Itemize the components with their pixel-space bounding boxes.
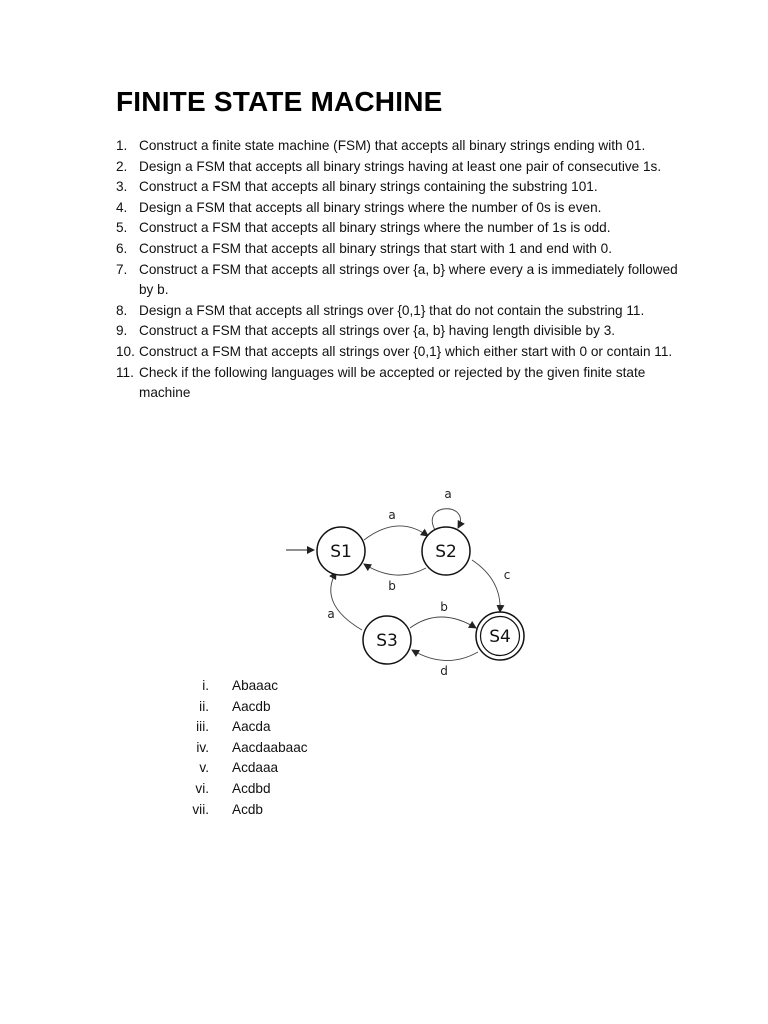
question-number: 6. xyxy=(116,240,128,256)
test-string-number: vii. xyxy=(192,801,209,817)
question-list xyxy=(116,136,678,404)
question-item xyxy=(116,136,678,157)
question-text: Construct a FSM that accepts all strings over {a, b} having length divisible by 3. xyxy=(139,323,616,339)
question-text: Construct a FSM that accepts all strings over {0,1} which either start with 0 or contain 11. xyxy=(139,343,673,359)
edge-label-s3-s4: b xyxy=(440,600,448,614)
question-item xyxy=(116,363,678,404)
test-string-text: Aacdaabaac xyxy=(232,739,308,755)
question-text: Design a FSM that accepts all strings over {0,1} that do not contain the substring 11. xyxy=(139,302,645,318)
question-number: 5. xyxy=(116,220,128,236)
edge-label-s2-s1: b xyxy=(388,579,396,593)
question-item xyxy=(116,260,678,301)
test-string-number: iv. xyxy=(196,739,209,755)
test-string-list xyxy=(180,676,308,820)
question-text: Construct a FSM that accepts all strings over {a, b} where every a is immediately followed by b. xyxy=(139,261,678,298)
question-item xyxy=(116,157,678,178)
question-number: 1. xyxy=(116,138,128,153)
test-string-number: v. xyxy=(199,760,209,776)
edge-label-s4-s3: d xyxy=(440,664,448,678)
edge-label-s3-s1: a xyxy=(327,607,335,621)
question-item xyxy=(116,321,678,342)
question-text: Construct a finite state machine (FSM) that accepts all binary strings ending with 01. xyxy=(139,138,646,153)
test-string-text: Acdaaa xyxy=(232,760,279,776)
question-item xyxy=(116,218,678,239)
question-number: 8. xyxy=(116,302,128,318)
state-label-s2: S2 xyxy=(435,542,457,562)
question-text: Design a FSM that accepts all binary strings where the number of 0s is even. xyxy=(139,199,602,215)
question-text: Check if the following languages will be accepted or rejected by the given finite state machine xyxy=(139,364,646,401)
edge-label-s1-s2: a xyxy=(388,508,396,522)
question-text: Design a FSM that accepts all binary strings having at least one pair of consecutive 1s. xyxy=(139,158,662,174)
edge-s1-s2 xyxy=(364,526,428,540)
edge-s3-s4 xyxy=(410,617,476,628)
test-string-item xyxy=(180,738,308,759)
state-label-s4: S4 xyxy=(489,627,511,647)
question-number: 11. xyxy=(116,364,134,380)
test-string-text: Aacda xyxy=(232,719,271,735)
question-item xyxy=(116,342,678,363)
question-text: Construct a FSM that accepts all binary strings containing the substring 101. xyxy=(139,179,598,195)
edge-label-s2-s4: c xyxy=(503,568,511,582)
test-string-text: Acdbd xyxy=(232,780,271,796)
question-item xyxy=(116,177,678,198)
test-string-number: ii. xyxy=(199,698,209,714)
test-string-number: vi. xyxy=(195,780,209,796)
test-string-item xyxy=(180,779,308,800)
question-number: 4. xyxy=(116,199,128,215)
fsm-diagram xyxy=(280,484,540,680)
edge-s2-s4 xyxy=(472,560,500,612)
question-number: 2. xyxy=(116,158,128,174)
state-label-s3: S3 xyxy=(376,631,398,651)
question-number: 9. xyxy=(116,323,128,339)
question-number: 3. xyxy=(116,179,128,195)
edge-s3-s1 xyxy=(331,572,362,630)
question-item xyxy=(116,239,678,260)
test-string-text: Abaaac xyxy=(232,678,279,693)
test-string-text: Acdb xyxy=(232,801,263,817)
edge-s2-s1 xyxy=(364,564,426,575)
test-string-number: i. xyxy=(202,678,209,693)
test-string-item xyxy=(180,758,308,779)
question-item xyxy=(116,301,678,322)
edge-s4-s3 xyxy=(412,650,478,661)
question-text: Construct a FSM that accepts all binary strings where the number of 1s is odd. xyxy=(139,220,611,236)
edge-label-s2-self: a xyxy=(444,487,452,501)
question-number: 7. xyxy=(116,261,128,277)
test-string-item xyxy=(180,717,308,738)
page-title: FINITE STATE MACHINE xyxy=(116,86,443,117)
test-string-item xyxy=(180,697,308,718)
test-string-number: iii. xyxy=(196,719,209,735)
test-string-item xyxy=(180,800,308,821)
question-number: 10. xyxy=(116,343,135,359)
state-label-s1: S1 xyxy=(330,542,352,562)
test-string-item xyxy=(180,676,308,697)
question-text: Construct a FSM that accepts all binary strings that start with 1 and end with 0. xyxy=(139,240,612,256)
test-string-text: Aacdb xyxy=(232,698,271,714)
question-item xyxy=(116,198,678,219)
